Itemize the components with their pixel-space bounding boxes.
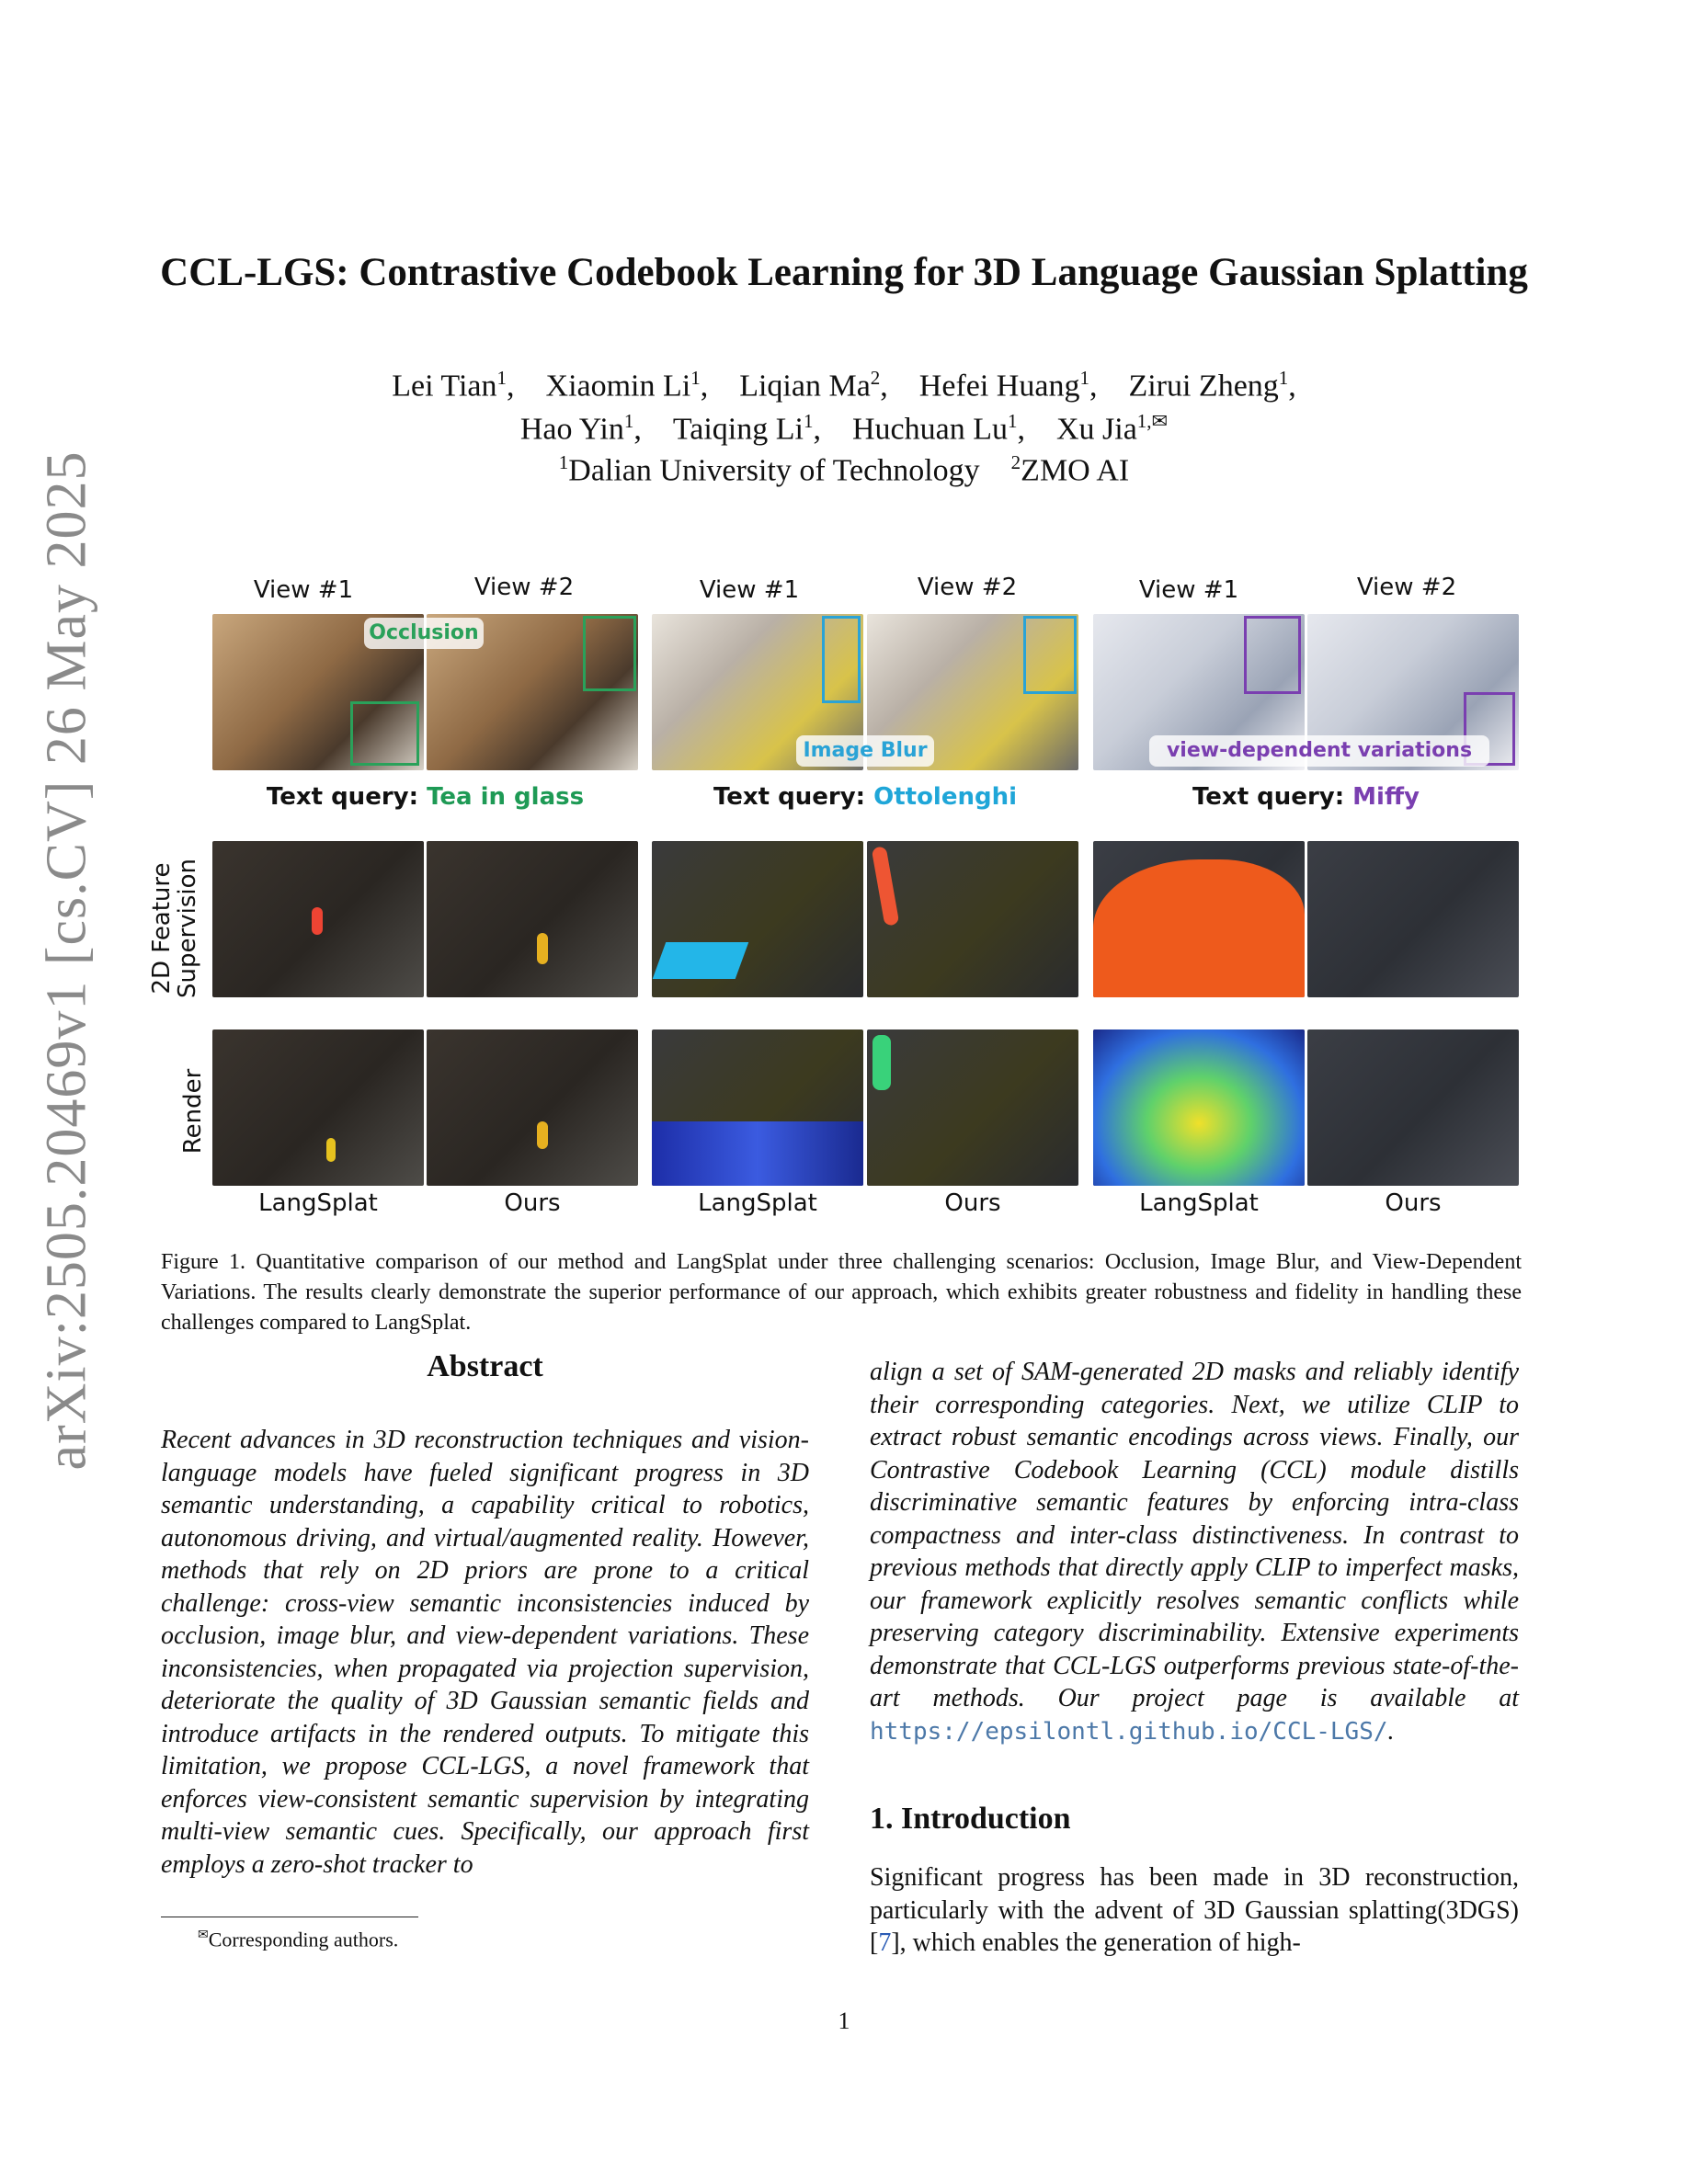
highlight-box <box>583 616 636 691</box>
author-separator: , <box>1288 369 1296 404</box>
view-label: View #2 <box>1356 574 1457 601</box>
highlight-box <box>1023 616 1077 694</box>
highlight-box <box>1244 616 1301 694</box>
author-affiliation-mark: 1 <box>623 410 634 432</box>
row-label-supervision <box>149 836 200 1020</box>
supervision-ours-kitchen <box>867 841 1078 997</box>
view-dependent-label: view-dependent variations <box>1149 735 1489 767</box>
heat-blob <box>1093 859 1305 997</box>
supervision-langsplat-table <box>1093 841 1305 997</box>
highlight-box <box>822 616 861 703</box>
author-name: Zirui Zheng <box>1128 369 1279 404</box>
introduction-text <box>870 1861 1519 1960</box>
author-name: Hefei Huang <box>918 369 1080 404</box>
author-name: Xu Jia <box>1055 412 1137 447</box>
author-affiliation-mark: 1 <box>1007 410 1018 432</box>
author-separator: , <box>1089 369 1129 404</box>
supervision-ours-teddy <box>427 841 638 997</box>
occlusion-label: Occlusion <box>364 618 484 649</box>
query-term: Tea in glass <box>427 783 585 811</box>
author-separator: , <box>1017 412 1056 447</box>
supervision-ours-table <box>1307 841 1519 997</box>
row-label-render: Render <box>179 1068 207 1155</box>
method-label: LangSplat <box>698 1189 817 1217</box>
highlight-box <box>350 701 419 766</box>
heat-blob <box>312 907 323 935</box>
method-label: LangSplat <box>1139 1189 1259 1217</box>
text-query-1 <box>212 783 638 811</box>
method-label: Ours <box>1385 1189 1442 1217</box>
view-label: View #1 <box>1138 576 1239 604</box>
author-affiliation-mark: 1 <box>690 367 701 389</box>
render-langsplat-teddy <box>212 1029 424 1186</box>
footnote-mark: ✉ <box>198 1928 209 1942</box>
author-affiliation-mark: 2 <box>870 367 881 389</box>
author-separator: , <box>813 412 852 447</box>
supervision-langsplat-kitchen <box>652 841 863 997</box>
author-affiliation-mark: 1,✉ <box>1136 410 1169 432</box>
heat-blob <box>873 1035 891 1090</box>
render-ours-table <box>1307 1029 1519 1186</box>
abstract-heading: Abstract <box>427 1349 543 1383</box>
author-name: Xiaomin Li <box>545 369 691 404</box>
query-term: Miffy <box>1352 783 1420 811</box>
introduction-heading: 1. Introduction <box>870 1802 1071 1836</box>
project-link[interactable]: https://epsilontl.github.io/CCL-LGS/ <box>870 1717 1388 1746</box>
supervision-langsplat-teddy <box>212 841 424 997</box>
paper-title: CCL-LGS: Contrastive Codebook Learning for 3D Language Gaussian Splatting <box>160 251 1528 294</box>
heat-blob <box>1093 1029 1305 1186</box>
footnote <box>198 1928 398 1951</box>
author-separator: , <box>880 369 919 404</box>
query-term: Ottolenghi <box>873 783 1018 811</box>
author-affiliation-mark: 1 <box>803 410 814 432</box>
abstract-left: Recent advances in 3D reconstruction techniques and vision-language models have fueled significant progress in 3D semantic understanding, a capability critical to robotics, autonomous driving, and virtual/augmented reality. However, methods that rely on 2D priors are prone to a critical challenge: cross-view semantic inconsistencies induced by occlusion, image blur, and view-dependent variations. These inconsistencies, when propagated via projection supervision, deteriorate the quality of 3D Gaussian semantic fields and introduce artifacts in the rendered outputs. To mitigate this limitation, we propose CCL-LGS, a novel framework that enforces view-consistent semantic supervision by integrating multi-view semantic cues. Specifically, our approach first employs a zero-shot tracker to <box>161 1426 809 1879</box>
author-separator: , <box>507 369 546 404</box>
abstract-right <box>870 1356 1519 1748</box>
author-name: Huchuan Lu <box>851 412 1008 447</box>
method-label: Ours <box>944 1189 1001 1217</box>
view-label: View #1 <box>253 576 354 604</box>
heat-blob <box>537 933 548 964</box>
intro-text-after: ], which enables the generation of high- <box>891 1928 1301 1957</box>
affiliation-name: ZMO AI <box>1021 453 1130 488</box>
heat-blob <box>652 1121 863 1186</box>
row-label-line: Supervision <box>174 859 201 998</box>
abstract-right-text: align a set of SAM-generated 2D masks and reliably identify their corresponding categories. Next, we utilize CLIP to extract robust semantic encodings across views. Finally, our Contrastive Codebook Learning (CCL) module distills discriminative semantic features by enforcing intra-class compactness and inter-class distinctiveness. In contrast to previous methods that directly apply CLIP to imperfect masks, our framework explicitly resolves semantic conflicts while preserving category discriminability. Extensive experiments demonstrate that CCL-LGS outperforms previous state-of-the-art methods. Our project page is available at <box>870 1358 1519 1712</box>
heat-blob <box>326 1138 336 1162</box>
page-number: 1 <box>838 2008 850 2034</box>
author-separator: , <box>633 412 673 447</box>
author-separator: , <box>700 369 740 404</box>
affiliation-mark: 2 <box>1010 451 1021 473</box>
author-name: Taiqing Li <box>672 412 804 447</box>
render-langsplat-kitchen <box>652 1029 863 1186</box>
query-prefix: Text query: <box>266 783 428 811</box>
query-prefix: Text query: <box>1192 783 1353 811</box>
heat-blob <box>537 1121 548 1149</box>
text-query-3 <box>1093 783 1519 811</box>
arxiv-stamp: arXiv:2505.20469v1 [cs.CV] 26 May 2025 <box>35 450 98 1471</box>
heat-blob <box>653 942 749 979</box>
method-label: LangSplat <box>258 1189 378 1217</box>
author-name: Lei Tian <box>392 369 497 404</box>
view-label: View #1 <box>699 576 800 604</box>
query-prefix: Text query: <box>713 783 874 811</box>
affiliation-name: Dalian University of Technology <box>568 453 1011 488</box>
image-blur-label: Image Blur <box>796 735 934 767</box>
author-name: Hao Yin <box>519 412 624 447</box>
author-affiliation-mark: 1 <box>1278 367 1289 389</box>
text-query-2 <box>652 783 1078 811</box>
view-label: View #2 <box>917 574 1018 601</box>
method-label: Ours <box>504 1189 561 1217</box>
row-label-line: 2D Feature <box>148 862 176 995</box>
render-ours-kitchen <box>867 1029 1078 1186</box>
view-label: View #2 <box>473 574 575 601</box>
figure-caption: Figure 1. Quantitative comparison of our method and LangSplat under three challenging scenarios: Occlusion, Image Blur, and View-Dependent Variations. The results clearly demonstrate the superior performance of our approach, which exhibits greater robustness and fidelity in handling these challenges compared to LangSplat. <box>161 1250 1522 1335</box>
render-ours-teddy <box>427 1029 638 1186</box>
author-affiliation-mark: 1 <box>496 367 508 389</box>
render-langsplat-table <box>1093 1029 1305 1186</box>
abstract-end: . <box>1387 1716 1395 1746</box>
intro-text-before: Significant progress has been made in 3D reconstruction, particularly with the advent of 3D Gaussian splatting(3DGS) [ <box>870 1863 1519 1957</box>
affiliation-mark: 1 <box>558 451 569 473</box>
author-affiliation-mark: 1 <box>1079 367 1089 389</box>
heat-blob <box>872 846 900 926</box>
footnote-text: Corresponding authors. <box>208 1928 399 1951</box>
author-name: Liqian Ma <box>739 369 871 404</box>
citation-link[interactable]: 7 <box>878 1928 892 1957</box>
